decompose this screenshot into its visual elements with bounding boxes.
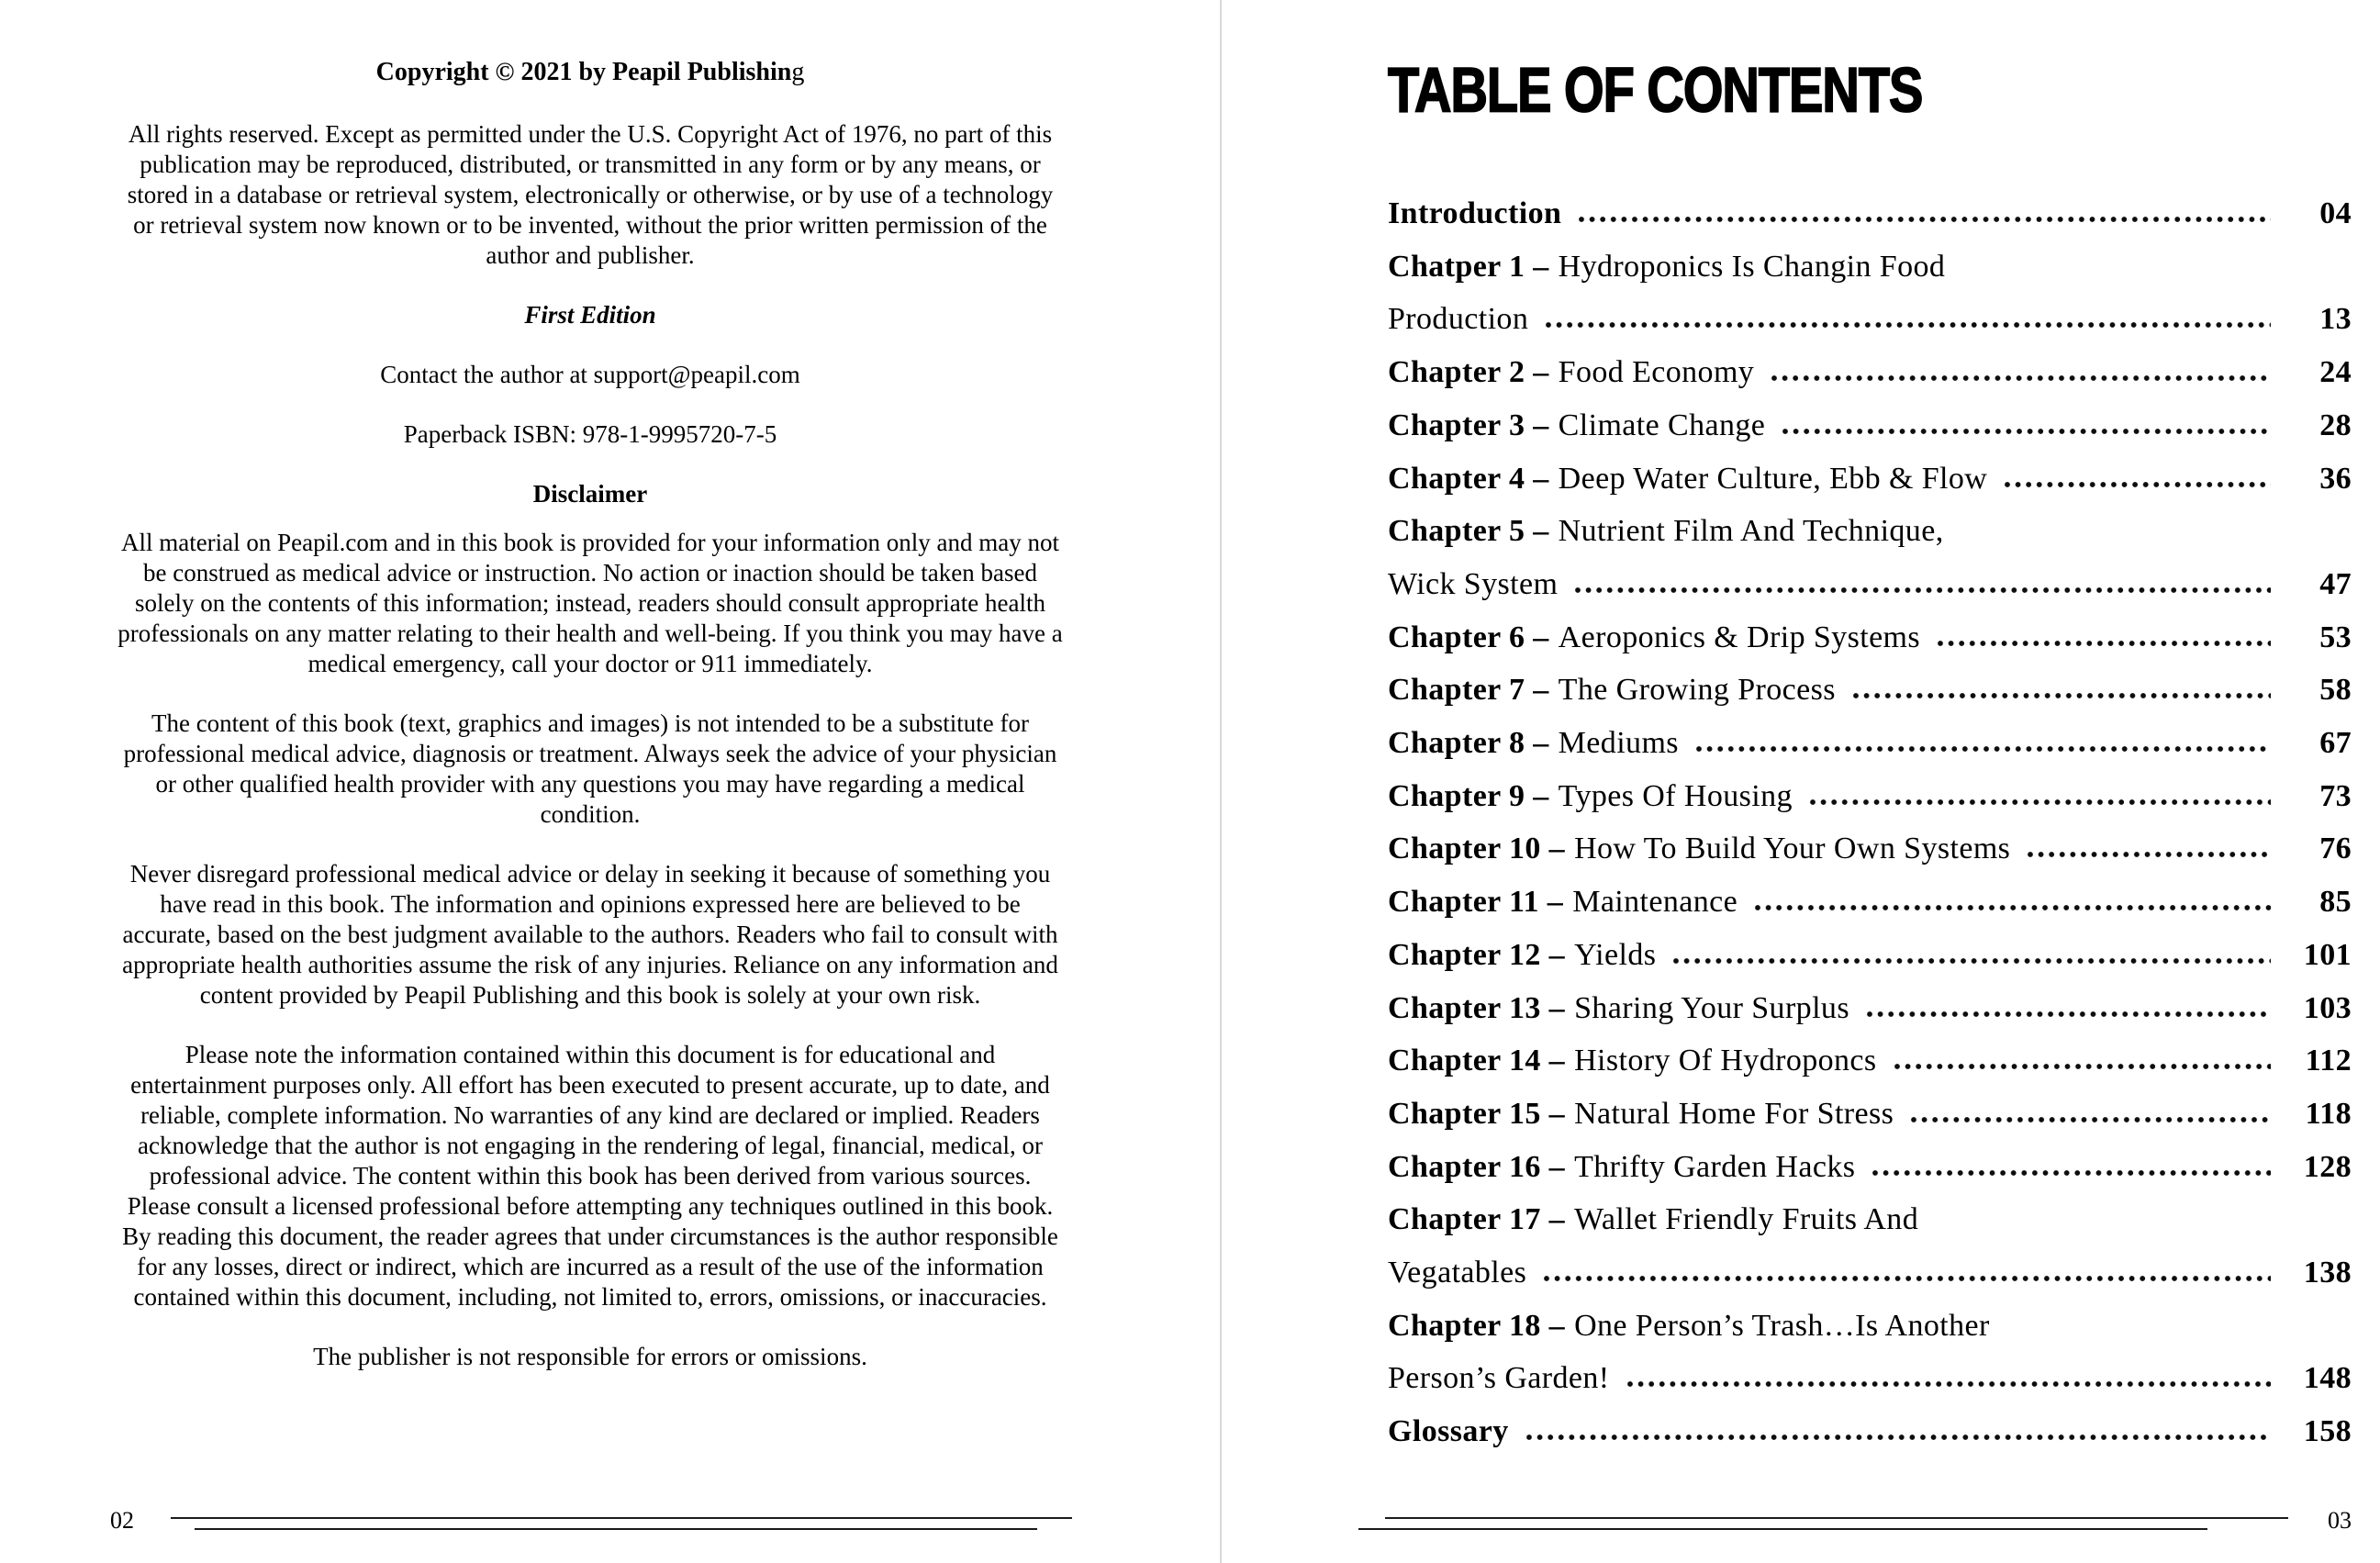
toc-list (1388, 187, 2352, 1458)
toc-entry (1388, 1352, 2352, 1405)
right-footer-rule-bottom (1358, 1528, 2207, 1530)
leader-dots (1894, 1063, 2271, 1070)
toc-chapter-label: Chapter 8 – (1388, 726, 1549, 761)
right-page-number: 03 (2328, 1507, 2352, 1534)
leader-dots (1910, 1116, 2271, 1123)
toc-title-text: Aeroponics & Drip Systems (1558, 620, 1921, 654)
left-footer-rule-bottom (195, 1528, 1037, 1530)
leader-dots (1543, 1275, 2271, 1282)
toc-title-text: The Growing Process (1558, 673, 1836, 708)
right-footer-rule-top (1385, 1517, 2288, 1519)
leader-dots (1525, 1434, 2271, 1441)
leader-dots (1872, 1169, 2271, 1177)
toc-entry (1388, 770, 2352, 823)
toc-chapter-label: Chapter 11 – (1388, 885, 1564, 920)
toc-entry (1388, 1034, 2352, 1088)
page-gutter-divider (1220, 0, 1222, 1563)
toc-page-number: 13 (2319, 302, 2352, 337)
disclaimer-paragraph-1: All material on Peapil.com and in this book is provided for your information only and may not be construed as medical advice or instruction. No action or inaction should be taken based solely on the contents of this information; instead, readers should consult appropriate health professionals on any matter relating to their health and well-being. If you think you may have a medical emergency, call your doctor or 911 immediately. (117, 529, 1063, 677)
toc-entry (1388, 240, 2352, 294)
copyright-page (103, 51, 1078, 1372)
toc-chapter-label: Chapter 18 – (1388, 1308, 1566, 1343)
rights-paragraph: All rights reserved. Except as permitted under the U.S. Copyright Act of 1976, no part of this publication may be reproduced, distributed, or transmitted in any form or by any means, or stored in a database or retrieval system, electronically or otherwise, or by use of a technology or retrieval system now known or to be invented, without the prior written permission of the author and publisher. (127, 120, 1054, 269)
leader-dots (1626, 1380, 2271, 1388)
toc-title-text: Wick System (1388, 566, 1559, 601)
leader-dots (1771, 374, 2271, 382)
toc-page-number: 148 (2303, 1361, 2352, 1396)
toc-entry (1388, 717, 2352, 770)
toc-page-number: 73 (2319, 778, 2352, 813)
toc-title-text: History Of Hydroponcs (1574, 1044, 1877, 1078)
left-page-number: 02 (110, 1507, 134, 1534)
toc-page-number: 47 (2319, 566, 2352, 601)
leader-dots (1782, 428, 2271, 435)
toc-chapter-label: Chapter 9 – (1388, 778, 1549, 813)
toc-chapter-label: Chapter 5 – (1388, 514, 1549, 549)
leader-dots (1545, 321, 2271, 329)
toc-title-text: Deep Water Culture, Ebb & Flow (1558, 461, 1988, 496)
toc-page-number: 24 (2319, 355, 2352, 390)
copyright-heading (103, 57, 1078, 88)
leader-dots (1809, 798, 2271, 806)
toc-page-number: 67 (2319, 726, 2352, 761)
toc-page-number: 138 (2303, 1256, 2352, 1290)
leader-dots (1937, 640, 2271, 647)
toc-page-number: 28 (2319, 407, 2352, 442)
copyright-heading-tail: g (791, 58, 805, 86)
toc-entry (1388, 399, 2352, 452)
toc-entry (1388, 876, 2352, 929)
toc-page-number: 36 (2319, 461, 2352, 496)
toc-title-text: Mediums (1558, 726, 1679, 761)
toc-chapter-label: Chapter 3 – (1388, 407, 1549, 442)
toc-chapter-label: Chapter 17 – (1388, 1202, 1566, 1237)
toc-title-text: Sharing Your Surplus (1574, 990, 1849, 1025)
toc-chapter-label: Glossary (1388, 1414, 1509, 1449)
leader-dots (1852, 692, 2271, 699)
disclaimer-heading: Disclaimer (532, 480, 648, 508)
toc-title-text: Production (1388, 302, 1529, 337)
toc-chapter-label: Chapter 4 – (1388, 461, 1549, 496)
toc-chapter-label: Chapter 16 – (1388, 1149, 1566, 1184)
toc-entry (1388, 822, 2352, 876)
leader-dots (2004, 481, 2271, 488)
toc-title-text: Types Of Housing (1558, 778, 1793, 813)
toc-chapter-label: Chapter 15 – (1388, 1096, 1566, 1131)
isbn-line: Paperback ISBN: 978-1-9995720-7-5 (403, 420, 777, 448)
toc-title: TABLE OF CONTENTS (1388, 54, 1923, 126)
toc-chapter-label: Chapter 2 – (1388, 355, 1549, 390)
toc-title-text: Food Economy (1558, 355, 1755, 390)
toc-page-number: 85 (2319, 885, 2352, 920)
leader-dots (1574, 586, 2271, 594)
toc-title-text: Vegatables (1388, 1256, 1527, 1290)
leader-dots (1695, 745, 2271, 753)
toc-title-text: How To Build Your Own Systems (1574, 832, 2011, 866)
toc-chapter-label: Chapter 12 – (1388, 937, 1566, 972)
toc-entry (1388, 1088, 2352, 1141)
toc-entry (1388, 664, 2352, 717)
toc-entry (1388, 346, 2352, 399)
toc-page-number: 112 (2305, 1044, 2352, 1078)
toc-title-text: Person’s Garden! (1388, 1361, 1610, 1396)
toc-entry (1388, 1300, 2352, 1353)
toc-title-text: One Person’s Trash…Is Another (1574, 1308, 1990, 1343)
toc-chapter-label: Introduction (1388, 196, 1562, 230)
toc-entry (1388, 293, 2352, 346)
toc-title-text: Yields (1574, 937, 1657, 972)
toc-title-text: Nutrient Film And Technique, (1558, 514, 1944, 549)
toc-page-number: 04 (2319, 196, 2352, 230)
toc-entry (1388, 1193, 2352, 1246)
disclaimer-paragraph-3: Never disregard professional medical advice or delay in seeking it because of something you have read in this book. The information and opinions expressed here are believed to be accurate, based on the best judgment available to the authors. Readers who fail to consult with appropriate health authorities assume the risk of any injuries. Reliance on any information and content provided by Peapil Publishing and this book is solely at your own risk. (122, 860, 1058, 1009)
toc-chapter-label: Chapter 14 – (1388, 1044, 1566, 1078)
toc-chapter-label: Chapter 6 – (1388, 620, 1549, 654)
toc-entry (1388, 1246, 2352, 1300)
toc-entry (1388, 558, 2352, 611)
toc-title-text: Climate Change (1558, 407, 1766, 442)
toc-entry (1388, 611, 2352, 664)
toc-chapter-label: Chatper 1 – (1388, 249, 1549, 284)
toc-page-number: 58 (2319, 673, 2352, 708)
publisher-note: The publisher is not responsible for errors or omissions. (313, 1343, 867, 1370)
toc-chapter-label: Chapter 10 – (1388, 832, 1566, 866)
toc-entry (1388, 187, 2352, 240)
toc-title-text: Natural Home For Stress (1574, 1096, 1894, 1131)
leader-dots (2027, 851, 2271, 858)
toc-page-number: 128 (2303, 1149, 2352, 1184)
toc-entry (1388, 505, 2352, 558)
left-footer-rule-top (171, 1517, 1072, 1519)
edition-label: First Edition (524, 301, 656, 329)
toc-page-number: 103 (2303, 990, 2352, 1025)
disclaimer-paragraph-2: The content of this book (text, graphics and images) is not intended to be a substitute for professional medical advice, diagnosis or treatment. Always seek the advice of your physician or other qualified health provider with any questions you may have regarding a medical condition. (123, 709, 1057, 828)
disclaimer-paragraph-4: Please note the information contained within this document is for educational and entertainment purposes only. All effort has been executed to present accurate, up to date, and reliable, complete information. No warranties of any kind are declared or implied. Readers acknowledge that the author is not engaging in the rendering of legal, financial, medical, or professional advice. The content within this book has been derived from various sources. Please consult a licensed professional before attempting any techniques outlined in this book. By reading this document, the reader agrees that under circumstances is the author responsible for any losses, direct or indirect, which are incurred as a result of the use of the information contained within this document, including, not limited to, errors, omissions, or inaccuracies. (122, 1041, 1058, 1311)
toc-page-number: 76 (2319, 832, 2352, 866)
toc-entry (1388, 1141, 2352, 1194)
leader-dots (1578, 216, 2271, 223)
toc-entry (1388, 929, 2352, 982)
toc-title-text: Wallet Friendly Fruits And (1574, 1202, 1919, 1237)
toc-page-number: 53 (2319, 620, 2352, 654)
leader-dots (1866, 1010, 2271, 1018)
toc-entry (1388, 982, 2352, 1035)
toc-chapter-label: Chapter 7 – (1388, 673, 1549, 708)
toc-title-text: Thrifty Garden Hacks (1574, 1149, 1856, 1184)
toc-title-text: Maintenance (1572, 885, 1738, 920)
toc-entry (1388, 1405, 2352, 1458)
toc-chapter-label: Chapter 13 – (1388, 990, 1566, 1025)
leader-dots (1754, 904, 2271, 911)
toc-entry (1388, 452, 2352, 506)
toc-title-text: Hydroponics Is Changin Food (1558, 249, 1946, 284)
contact-line: Contact the author at support@peapil.com (380, 361, 800, 388)
toc-page-number: 118 (2305, 1096, 2352, 1131)
table-of-contents-page (1388, 53, 2352, 1458)
copyright-heading-bold: Copyright © 2021 by Peapil Publishin (375, 58, 792, 86)
toc-page-number: 158 (2303, 1414, 2352, 1449)
toc-page-number: 101 (2303, 937, 2352, 972)
leader-dots (1672, 957, 2271, 965)
